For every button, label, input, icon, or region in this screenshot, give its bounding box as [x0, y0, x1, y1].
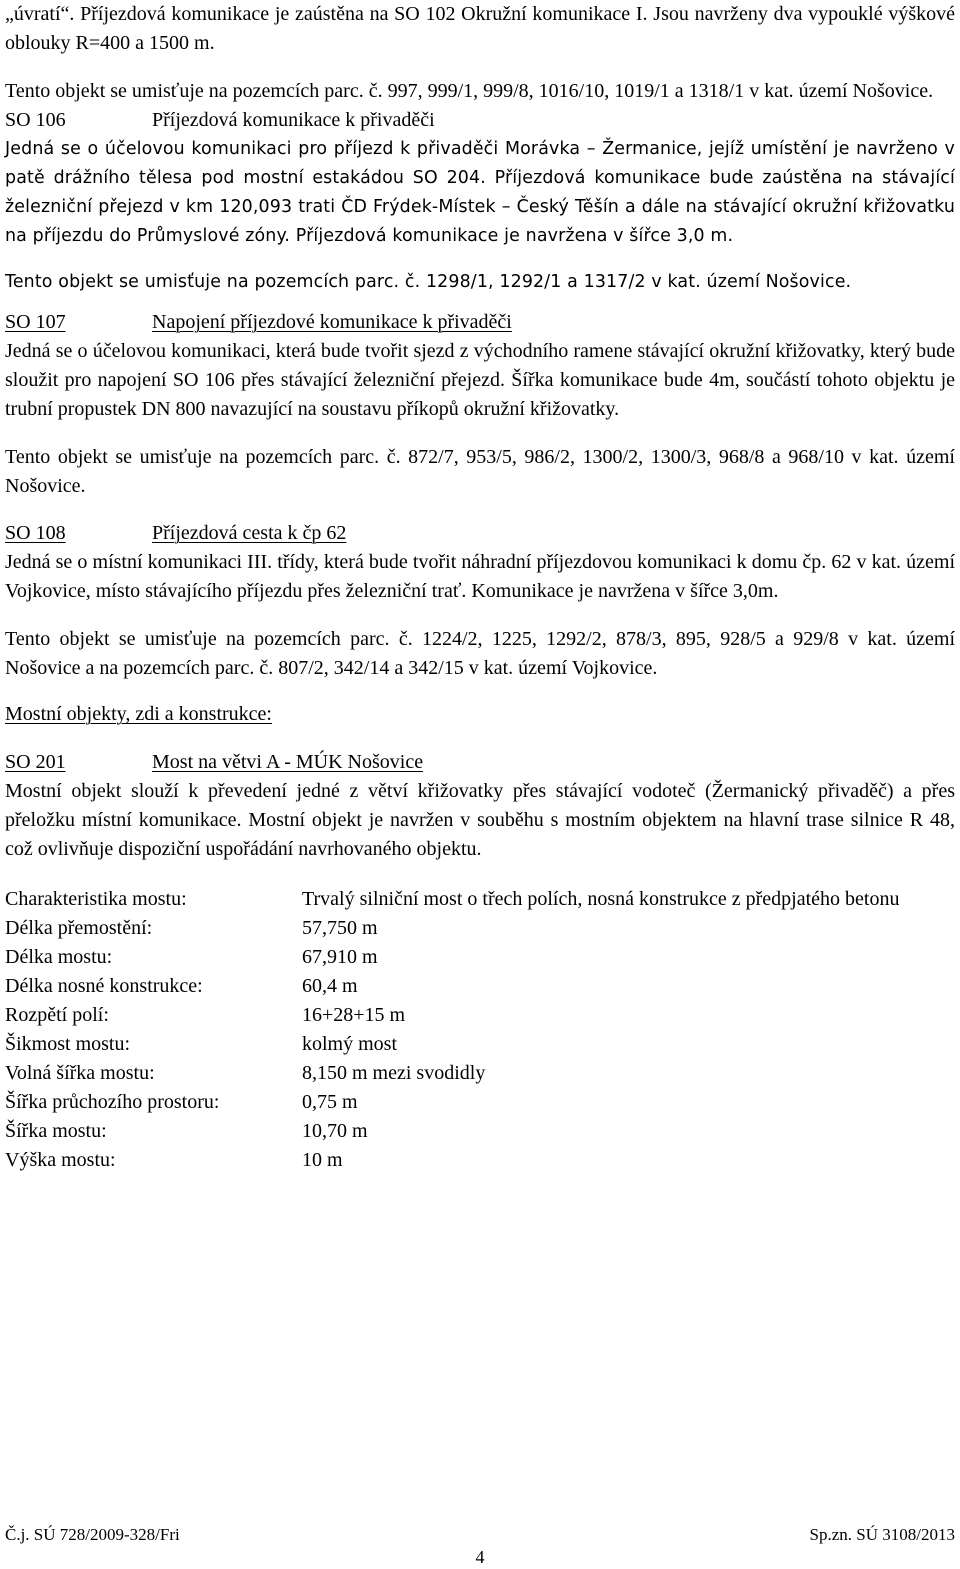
spec-value: 67,910 m [302, 946, 378, 968]
so201-title: Most na větvi A - MÚK Nošovice [152, 751, 424, 773]
so201-heading [5, 748, 955, 777]
spec-label: Délka mostu: [5, 946, 113, 968]
spec-value: 10 m [302, 1149, 343, 1171]
table-row [5, 914, 955, 943]
spec-label: Výška mostu: [5, 1149, 116, 1171]
so107-heading [5, 308, 955, 337]
so107-code: SO 107 [5, 311, 66, 333]
table-row [5, 972, 955, 1001]
so106-code: SO 106 [5, 109, 66, 131]
spec-value: 8,150 m mezi svodidly [302, 1062, 486, 1084]
spec-label: Šířka průchozího prostoru: [5, 1091, 220, 1113]
spec-value: kolmý most [302, 1033, 398, 1055]
table-row [5, 943, 955, 972]
so107-title: Napojení příjezdové komunikace k přivaděči [152, 311, 512, 333]
document-page [5, 0, 955, 1175]
spec-value: 16+28+15 m [302, 1004, 406, 1026]
page-footer [5, 1525, 955, 1565]
bridges-section-title: Mostní objekty, zdi a konstrukce: [5, 703, 272, 725]
spec-label: Šířka mostu: [5, 1120, 107, 1142]
spec-label: Rozpětí polí: [5, 1004, 109, 1026]
spec-label: Délka nosné konstrukce: [5, 975, 203, 997]
so107-parcels: Tento objekt se umisťuje na pozemcích parc. č. 872/7, 953/5, 986/2, 1300/2, 1300/3, 968/8 a 968/10 v kat. území Nošovice. [5, 446, 955, 497]
bridge-specs-table [5, 885, 955, 1175]
so108-heading [5, 519, 955, 548]
so201-body: Mostní objekt slouží k převedení jedné z větví křižovatky přes stávající vodoteč (Žermanický přivaděč) a přes přeložku místní komunikace. Mostní objekt je navržen v souběhu s mostním objektem na hlavní trase silnice R 48, což ovlivňuje dispoziční uspořádání navrhovaného objektu. [5, 780, 955, 860]
page-number: 4 [475, 1547, 485, 1567]
table-row [5, 1059, 955, 1088]
spec-value: 10,70 m [302, 1120, 368, 1142]
spec-label: Šikmost mostu: [5, 1033, 131, 1055]
spec-label: Charakteristika mostu: [5, 888, 187, 910]
spec-value: Trvalý silniční most o třech polích, nosná konstrukce z předpjatého betonu [302, 888, 900, 910]
so201-code: SO 201 [5, 751, 66, 773]
footer-reference-left: Č.j. SÚ 728/2009-328/Fri [5, 1525, 180, 1544]
so108-title: Příjezdová cesta k čp 62 [152, 522, 347, 544]
so108-code: SO 108 [5, 522, 66, 544]
spec-label: Volná šířka mostu: [5, 1062, 155, 1084]
so106-heading [5, 106, 955, 135]
footer-reference-right: Sp.zn. SÚ 3108/2013 [809, 1525, 955, 1544]
table-row [5, 1088, 955, 1117]
table-row [5, 1146, 955, 1175]
so108-parcels: Tento objekt se umisťuje na pozemcích parc. č. 1224/2, 1225, 1292/2, 878/3, 895, 928/5 a 929/8 v kat. území Nošovice a na pozemcích parc. č. 807/2, 342/14 a 342/15 v kat. území Vojkovice. [5, 628, 955, 679]
table-row [5, 1001, 955, 1030]
so106-title: Příjezdová komunikace k přivaděči [152, 109, 435, 131]
table-row [5, 1117, 955, 1146]
intro-paragraph: „úvratí“. Příjezdová komunikace je zaústěna na SO 102 Okružní komunikace I. Jsou navrženy dva vypouklé výškové oblouky R=400 a 1500 m. [5, 3, 955, 54]
spec-label: Délka přemostění: [5, 917, 153, 939]
spec-value: 57,750 m [302, 917, 378, 939]
table-row [5, 1030, 955, 1059]
table-row [5, 885, 955, 914]
intro-parcels-paragraph: Tento objekt se umisťuje na pozemcích parc. č. 997, 999/1, 999/8, 1016/10, 1019/1 a 1318/1 v kat. území Nošovice. [5, 80, 934, 102]
spec-value: 60,4 m [302, 975, 358, 997]
so106-body: Jedná se o účelovou komunikaci pro příjezd k přivaděči Morávka – Žermanice, jejíž umístění je navrženo v patě drážního tělesa pod mostní estakádou SO 204. Příjezdová komunikace bude zaústěna na stávající železniční přejezd v km 120,093 trati ČD Frýdek-Místek – Český Těšín a dále na stávající okružní křižovatku na příjezdu do Průmyslové zóny. Příjezdová komunikace je navržena v šířce 3,0 m. [5, 139, 955, 246]
spec-value: 0,75 m [302, 1091, 358, 1113]
so106-parcels: Tento objekt se umisťuje na pozemcích parc. č. 1298/1, 1292/1 a 1317/2 v kat. území Nošovice. [5, 272, 852, 292]
so107-body: Jedná se o účelovou komunikaci, která bude tvořit sjezd z východního ramene stávající okružní křižovatky, který bude sloužit pro napojení SO 106 přes stávající železniční přejezd. Šířka komunikace bude 4m, součástí tohoto objektu je trubní propustek DN 800 navazující na soustavu příkopů okružní křižovatky. [5, 340, 955, 420]
so108-body: Jedná se o místní komunikaci III. třídy, která bude tvořit náhradní příjezdovou komunikaci k domu čp. 62 v kat. území Vojkovice, místo stávajícího příjezdu přes železniční trať. Komunikace je navržena v šířce 3,0m. [5, 551, 955, 602]
